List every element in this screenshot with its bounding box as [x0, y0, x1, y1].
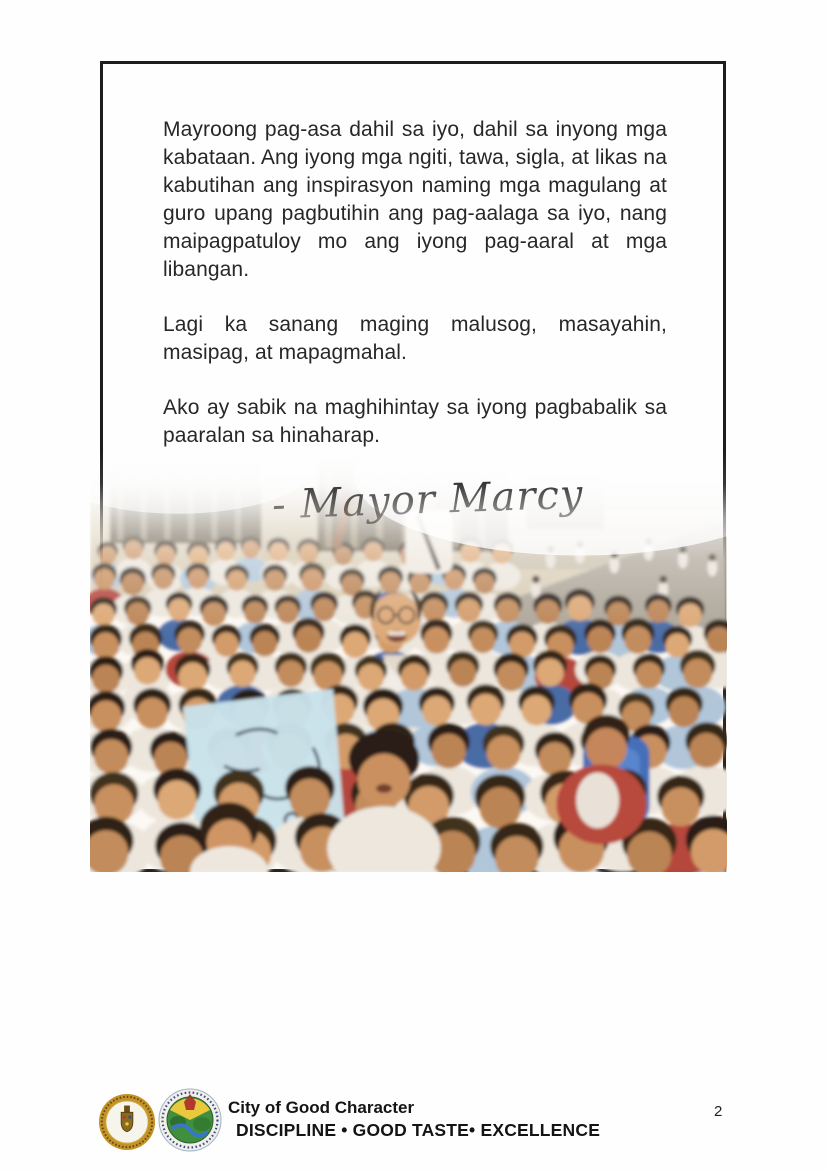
footer-seals [98, 1088, 222, 1152]
page-number: 2 [714, 1103, 723, 1120]
letter-paragraph-2: Lagi ka sanang maging malusog, masayahin, masipag, at mapagmahal. [163, 313, 667, 364]
marikina-city-seal-icon [158, 1088, 222, 1152]
crowd-photo [90, 450, 727, 872]
city-government-seal-icon [98, 1093, 156, 1151]
crowd-photo-illustration [90, 450, 727, 872]
footer-motto-values: DISCIPLINE • GOOD TASTE• EXCELLENCE [236, 1120, 601, 1140]
letter-paragraph-3: Ako ay sabik na maghihintay sa iyong pagbabalik sa paaralan sa hinaharap. [163, 396, 667, 447]
letter-paragraph-1: Mayroong pag-asa dahil sa iyo, dahil sa inyong mga kabataan. Ang iyong mga ngiti, tawa, sigla, at likas na kabutihan ang inspirasyon naming mga magulang at guro upang pagbutihin ang pag-aalaga sa iyo, nang maipagpatuloy mo ang iyong pag-aaral at mga libangan. [163, 118, 667, 281]
footer-motto-title: City of Good Character [228, 1098, 415, 1117]
footer-text [228, 1098, 600, 1141]
